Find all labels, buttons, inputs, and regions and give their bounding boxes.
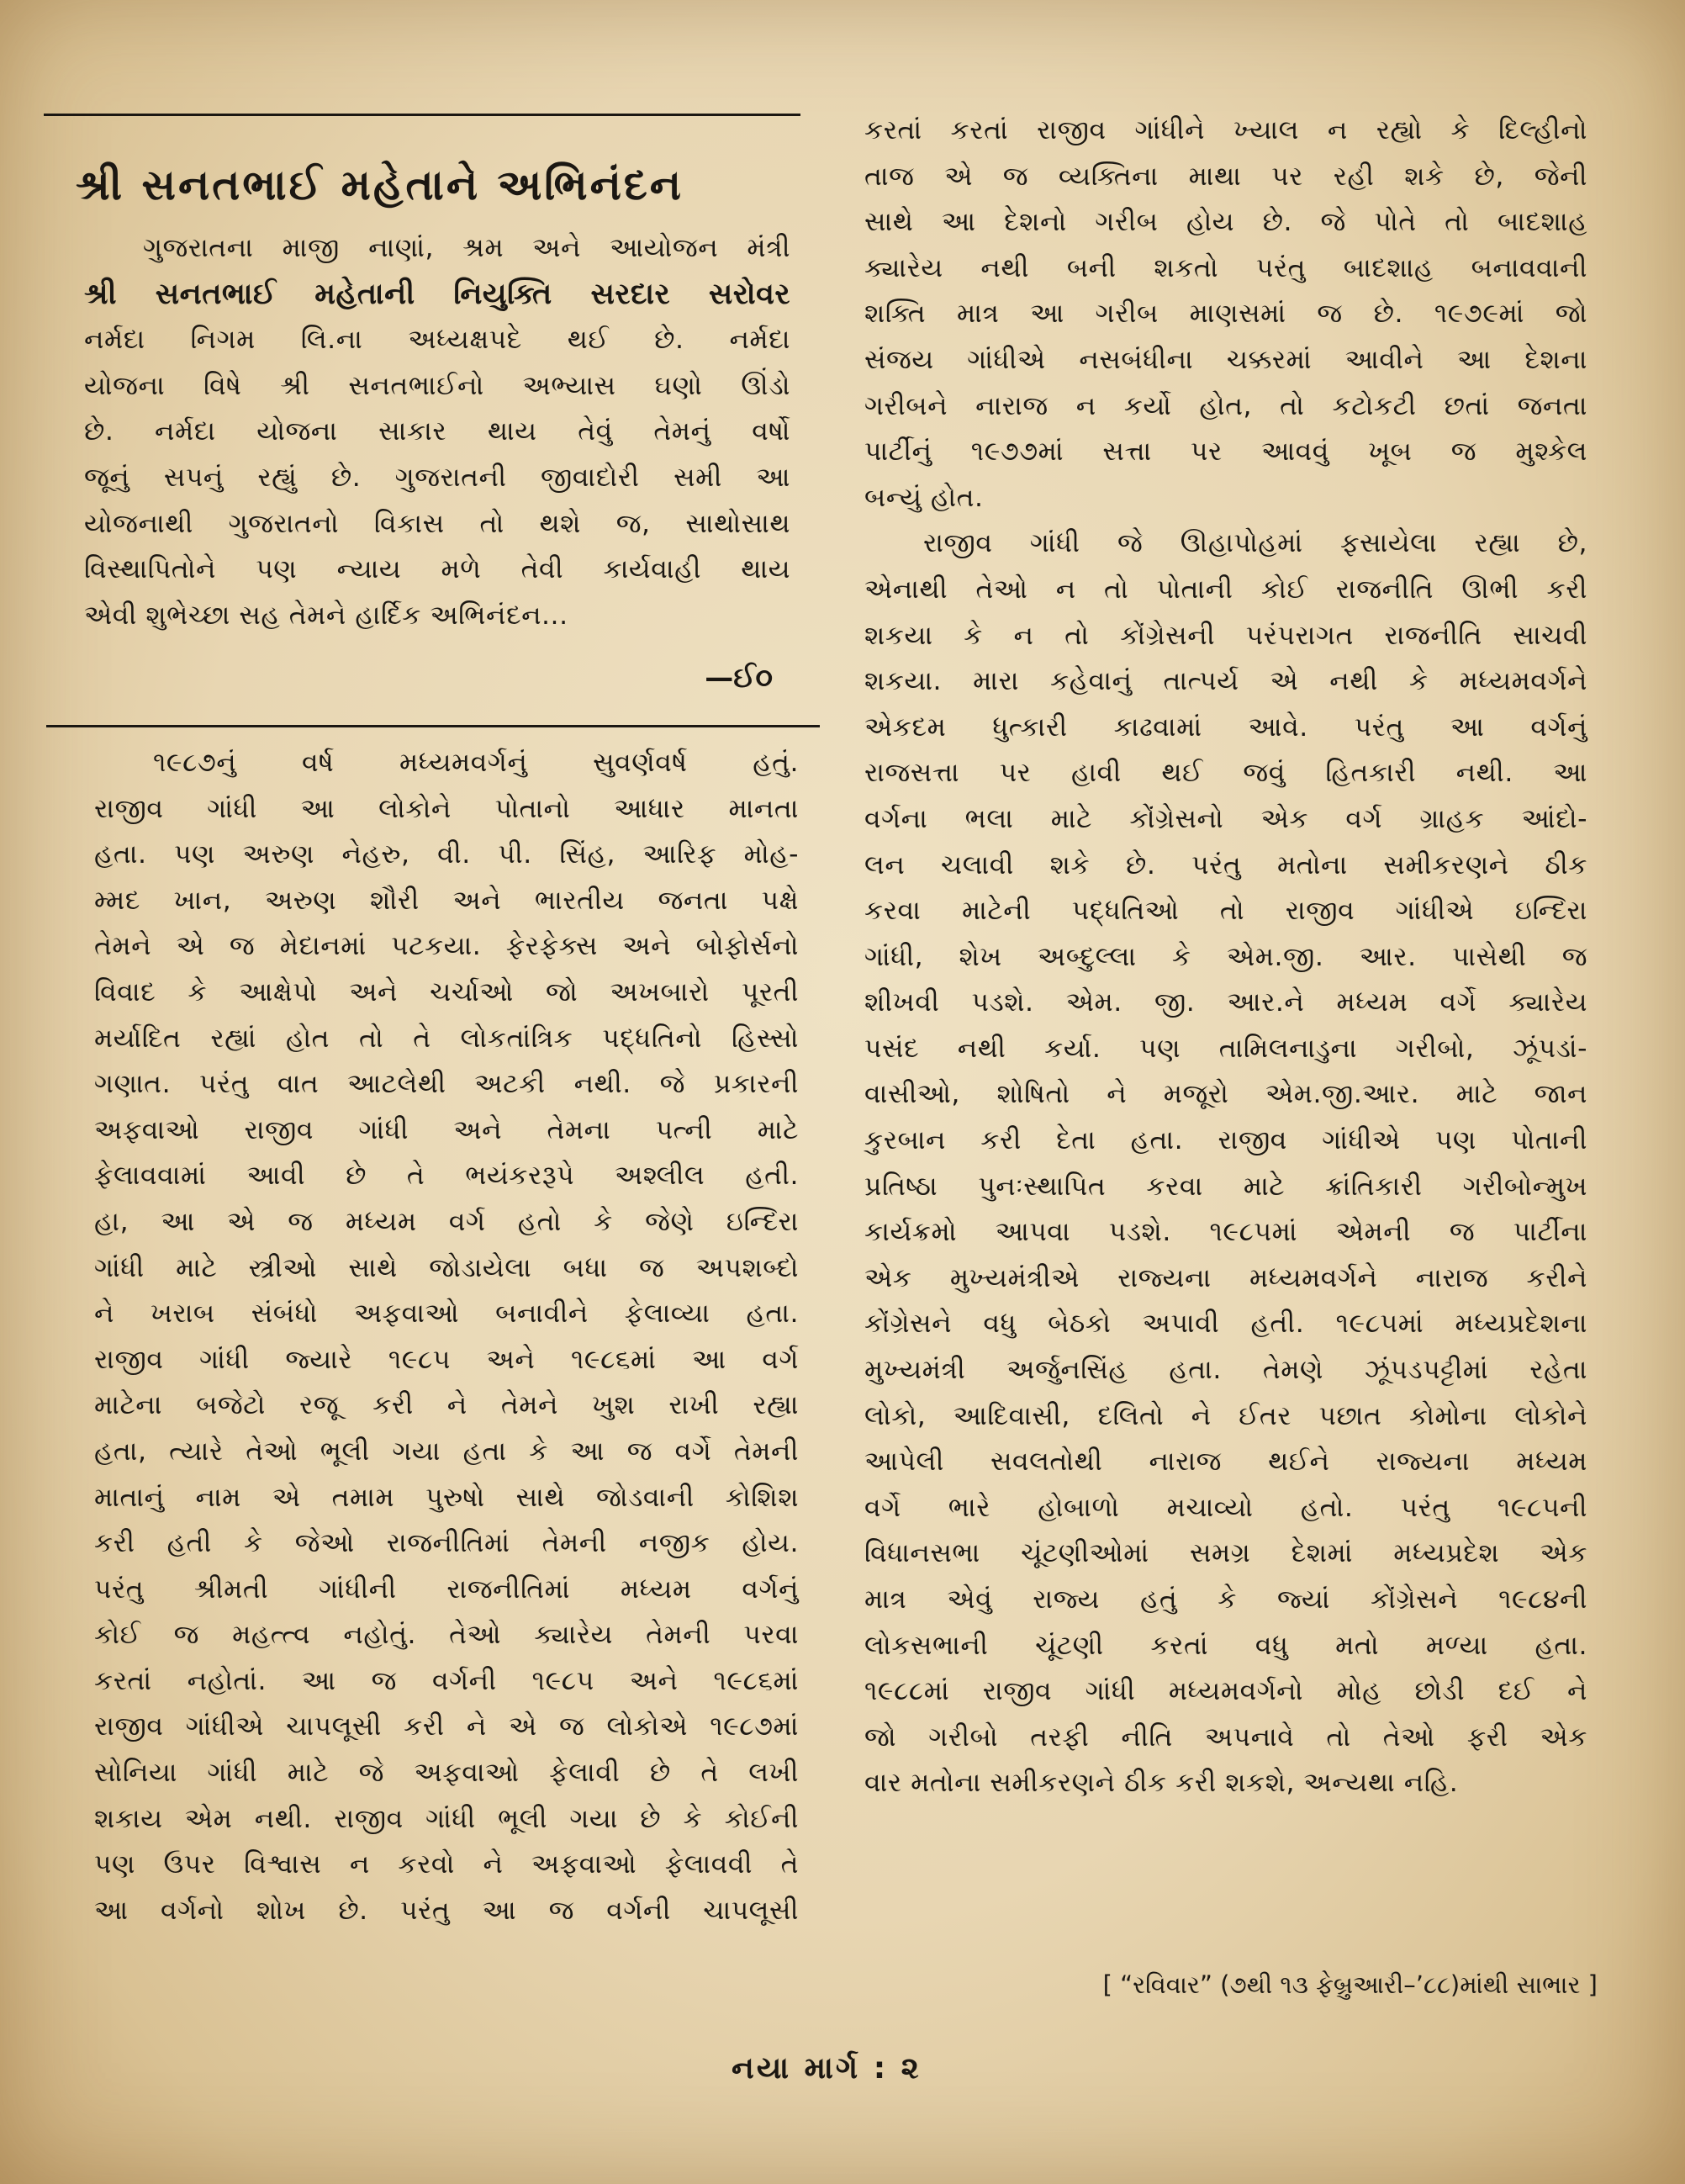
box-line: વિસ્થાપિતોને પણ ન્યાય મળે તેવી કાર્યવાહી થાય <box>84 554 790 585</box>
article-line: રાજીવ ગાંધી જ્યારે ૧૯૮૫ અને ૧૯૮૬માં આ વર્ગ <box>94 1344 799 1375</box>
article-line: એકદમ ધુત્કારી કાઢવામાં આવે. પરંતુ આ વર્ગનું <box>864 711 1587 743</box>
article-line: ક્યારેય નથી બની શકતો પરંતુ બાદશાહ બનાવવાની <box>864 252 1587 283</box>
article-line: વાસીઓ, શોષિતો ને મજૂરો એમ.જી.આર. માટે જાન <box>864 1079 1587 1110</box>
box-line: જૂનું સપનું રહ્યું છે. ગુજરાતની જીવાદોરી સમી આ <box>84 462 790 493</box>
article-line: પાર્ટીનું ૧૯૭૭માં સત્તા પર આવવું ખૂબ જ મુશ્કેલ <box>864 436 1587 468</box>
article-line: શકાય એમ નથી. રાજીવ ગાંધી ભૂલી ગયા છે કે કોઈની <box>94 1803 799 1834</box>
article-line: કોંગ્રેસને વધુ બેઠકો અપાવી હતી. ૧૯૮૫માં મધ્યપ્રદેશના <box>864 1309 1587 1340</box>
article-line: ૧૯૮૭નું વર્ષ મધ્યમવર્ગનું સુવર્ણવર્ષ હતું. <box>153 748 799 778</box>
article-line: આપેલી સવલતોથી નારાજ થઈને રાજ્યના મધ્યમ <box>864 1446 1587 1478</box>
article-line: મ્મદ ખાન, અરુણ શૌરી અને ભારતીય જનતા પક્ષે <box>94 885 799 916</box>
article-line: તાજ એ જ વ્યક્તિના માથા પર રહી શકે છે, જેની <box>864 161 1587 192</box>
article-line: કરતાં નહોતાં. આ જ વર્ગની ૧૯૮૫ અને ૧૯૮૬માં <box>94 1665 799 1696</box>
article-line: ને ખરાબ સંબંધો અફવાઓ બનાવીને ફેલાવ્યા હતા. <box>94 1298 799 1330</box>
article-line: કુરબાન કરી દેતા હતા. રાજીવ ગાંધીએ પણ પોતાની <box>864 1125 1587 1156</box>
source-credit: [ “રવિવાર” (૭થી ૧૩ ફેબ્રુઆરી–’૮૮)માંથી સાભાર ] <box>1102 1970 1598 1999</box>
article-line: જો ગરીબો તરફી નીતિ અપનાવે તો તેઓ ફરી એક <box>864 1721 1587 1753</box>
article-line: મુખ્યમંત્રી અર્જુનસિંહ હતા. તેમણે ઝૂંપડપટ્ટીમાં રહેતા <box>864 1355 1587 1386</box>
article-line: વાર મતોના સમીકરણને ઠીક કરી શકશે, અન્યથા નહિ. <box>864 1768 1459 1799</box>
article-left-column <box>94 740 799 1933</box>
article-line: માટેના બજેટો રજૂ કરી ને તેમને ખુશ રાખી રહ્યા <box>94 1390 799 1421</box>
article-line: સાથે આ દેશનો ગરીબ હોય છે. જે પોતે તો બાદશાહ <box>864 207 1587 238</box>
article-line: ગાંધી માટે સ્ત્રીઓ સાથે જોડાયેલા બધા જ અપશબ્દો <box>94 1252 799 1283</box>
article-line: પસંદ નથી કર્યા. પણ તામિલનાડુના ગરીબો, ઝૂંપડાં- <box>864 1033 1587 1064</box>
article-line: કરી હતી કે જેઓ રાજનીતિમાં તેમની નજીક હોય. <box>94 1528 799 1559</box>
box-title: શ્રી સનતભાઈ મહેતાને અભિનંદન <box>76 161 684 209</box>
box-line: યોજનાથી ગુજરાતનો વિકાસ તો થશે જ, સાથોસાથ <box>84 508 790 539</box>
article-line: ગણાત. પરંતુ વાત આટલેથી અટકી નથી. જે પ્રકારની <box>94 1069 799 1100</box>
article-line: રાજીવ ગાંધી જે ઊહાપોહમાં ફસાયેલા રહ્યા છે, <box>923 528 1587 559</box>
article-line: બન્યું હોત. <box>864 482 984 513</box>
article-line: હતા, ત્યારે તેઓ ભૂલી ગયા હતા કે આ જ વર્ગે તેમની <box>94 1436 799 1467</box>
article-line: ૧૯૮૮માં રાજીવ ગાંધી મધ્યમવર્ગનો મોહ છોડી દઈ ને <box>864 1676 1587 1707</box>
article-line: કોઈ જ મહત્ત્વ નહોતું. તેઓ ક્યારેય તેમની પરવા <box>94 1620 799 1651</box>
box-line: શ્રી સનતભાઈ મહેતાની નિયુક્તિ સરદાર સરોવર <box>84 277 790 311</box>
article-line: શકયા કે ન તો કોંગ્રેસની પરંપરાગત રાજનીતિ સાચવી <box>864 620 1587 651</box>
box-body <box>84 225 790 638</box>
box-line: નર્મદા નિગમ લિ.ના અધ્યક્ષપદે થઈ છે. નર્મદા <box>84 325 790 356</box>
article-line: શક્તિ માત્ર આ ગરીબ માણસમાં જ છે. ૧૯૭૯માં જો <box>864 299 1587 330</box>
article-line: પ્રતિષ્ઠા પુનઃસ્થાપિત કરવા માટે ક્રાંતિકારી ગરીબોન્મુખ <box>864 1171 1587 1202</box>
article-line: કરવા માટેની પદ્ધતિઓ તો રાજીવ ગાંધીએ ઇન્દિરા <box>864 896 1587 927</box>
box-line: યોજના વિષે શ્રી સનતભાઈનો અભ્યાસ ઘણો ઊંડો <box>84 370 790 401</box>
article-line: અફવાઓ રાજીવ ગાંધી અને તેમના પત્ની માટે <box>94 1114 799 1145</box>
article-line: ગરીબને નારાજ ન કર્યો હોત, તો કટોકટી છતાં જનતા <box>864 390 1587 421</box>
article-line: લોકસભાની ચૂંટણી કરતાં વધુ મતો મળ્યા હતા. <box>864 1630 1587 1661</box>
article-line: વર્ગે ભારે હોબાળો મચાવ્યો હતો. પરંતુ ૧૯૮૫ની <box>864 1492 1587 1523</box>
article-line: હા, આ એ જ મધ્યમ વર્ગ હતો કે જેણે ઇન્દિરા <box>94 1206 799 1237</box>
article-line: કરતાં કરતાં રાજીવ ગાંધીને ખ્યાલ ન રહ્યો કે દિલ્હીનો <box>864 115 1587 145</box>
box-line: ગુજરાતના માજી નાણાં, શ્રમ અને આયોજન મંત્રી <box>143 233 790 263</box>
box-bottom-rule <box>46 725 820 727</box>
page-footer: નયા માર્ગ : ૨ <box>732 2051 922 2086</box>
box-top-rule <box>44 114 800 116</box>
article-line: એક મુખ્યમંત્રીએ રાજ્યના મધ્યમવર્ગને નારાજ કરીને <box>864 1262 1587 1293</box>
article-line: સંજય ગાંધીએ નસબંધીના ચક્કરમાં આવીને આ દેશના <box>864 344 1587 375</box>
article-line: પણ ઉપર વિશ્વાસ ન કરવો ને અફવાઓ ફેલાવવી તે <box>94 1849 799 1880</box>
article-line: વિવાદ કે આક્ષેપો અને ચર્ચાઓ જો અખબારો પૂરતી <box>94 976 799 1007</box>
article-line: વર્ગના ભલા માટે કોંગ્રેસનો એક વર્ગ ગ્રાહક આંદો- <box>864 803 1587 834</box>
article-line: રાજીવ ગાંધી આ લોકોને પોતાનો આધાર માનતા <box>94 793 799 824</box>
article-line: કાર્યક્રમો આપવા પડશે. ૧૯૮૫માં એમની જ પાર્ટીના <box>864 1217 1587 1248</box>
article-line: એનાથી તેઓ ન તો પોતાની કોઈ રાજનીતિ ઊભી કરી <box>864 574 1587 605</box>
article-line: રાજીવ ગાંધીએ ચાપલૂસી કરી ને એ જ લોકોએ ૧૯૮૭માં <box>94 1711 799 1742</box>
box-signature: —ઈ૦ <box>705 661 773 695</box>
article-line: માત્ર એવું રાજ્ય હતું કે જ્યાં કોંગ્રેસને ૧૯૮૪ની <box>864 1584 1587 1615</box>
article-right-column <box>864 108 1587 1806</box>
box-line: એવી શુભેચ્છા સહ તેમને હાર્દિક અભિનંદન... <box>84 600 568 631</box>
article-line: શીખવી પડશે. એમ. જી. આર.ને મધ્યમ વર્ગે ક્યારેય <box>864 987 1587 1018</box>
article-line: મર્યાદિત રહ્યાં હોત તો તે લોકતાંત્રિક પદ્ધતિનો હિસ્સો <box>94 1023 799 1054</box>
article-line: સોનિયા ગાંધી માટે જે અફવાઓ ફેલાવી છે તે લખી <box>94 1758 799 1789</box>
article-line: ગાંધી, શેખ અબ્દુલ્લા કે એમ.જી. આર. પાસેથી જ <box>864 941 1587 972</box>
article-line: તેમને એ જ મેદાનમાં પટકયા. ફેરફેક્સ અને બોફોર્સનો <box>94 931 799 962</box>
article-line: શકયા. મારા કહેવાનું તાત્પર્ય એ નથી કે મધ્યમવર્ગને <box>864 666 1587 697</box>
article-line: વિધાનસભા ચૂંટણીઓમાં સમગ્ર દેશમાં મધ્યપ્રદેશ એક <box>864 1538 1587 1569</box>
box-line: છે. નર્મદા યોજના સાકાર થાય તેવું તેમનું વર્ષો <box>84 416 790 447</box>
article-line: માતાનું નામ એ તમામ પુરુષો સાથે જોડવાની કોશિશ <box>94 1482 799 1513</box>
article-line: હતા. પણ અરુણ નેહરુ, વી. પી. સિંહ, આરિફ મોહ- <box>94 839 799 870</box>
article-line: રાજસત્તા પર હાવી થઈ જવું હિતકારી નથી. આ <box>864 758 1587 789</box>
article-line: આ વર્ગનો શોખ છે. પરંતુ આ જ વર્ગની ચાપલૂસી <box>94 1895 799 1926</box>
article-line: પરંતુ શ્રીમતી ગાંધીની રાજનીતિમાં મધ્યમ વર્ગનું <box>94 1573 799 1605</box>
article-line: ફેલાવવામાં આવી છે તે ભયંકરરૂપે અશ્લીલ હતી. <box>94 1161 799 1192</box>
article-line: લોકો, આદિવાસી, દલિતો ને ઈતર પછાત કોમોના લોકોને <box>864 1400 1587 1431</box>
article-line: લન ચલાવી શકે છે. પરંતુ મતોના સમીકરણને ઠીક <box>864 849 1587 880</box>
